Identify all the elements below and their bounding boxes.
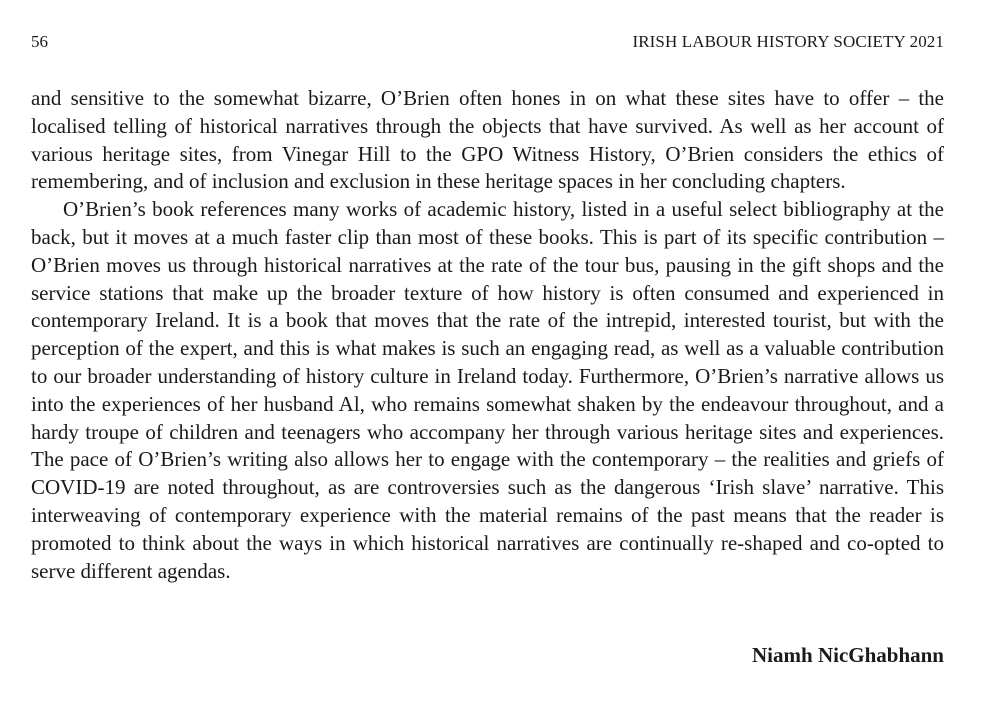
paragraph-continuation: and sensitive to the somewhat bizarre, O’Brien often hones in on what these sites have to offer – the localised telling of historical narratives through the objects that have survived. As well as her account of various heritage sites, from Vinegar Hill to the GPO Witness History, O’Brien considers the ethics of remembering, and of inclusion and exclusion in these heritage spaces in her concluding chapters.	[31, 86, 944, 194]
author-signature: Niamh NicGhabhann	[752, 643, 944, 667]
paragraph-main: O’Brien’s book references many works of academic history, listed in a useful select bibliography at the back, but it moves at a much faster clip than most of these books. This is part of its specific contribution – O’Brien moves us through historical narratives at the rate of the tour bus, pausing in the gift shops and the service stations that make up the broader texture of how history is often consumed and experienced in contemporary Ireland. It is a book that moves that the rate of the intrepid, interested tourist, but with the perception of the expert, and this is what makes is such an engaging read, as well as a valuable contribution to our broader understanding of history culture in Ireland today. Furthermore, O’Brien’s narrative allows us into the experiences of her husband Al, who remains somewhat shaken by the endeavour throughout, and a hardy troupe of children and teenagers who accompany her through various heritage sites and experiences. The pace of O’Brien’s writing also allows her to engage with the contemporary – the realities and griefs of COVID-19 are noted throughout, as are controversies such as the dangerous ‘Irish slave’ narrative. This interweaving of contemporary experience with the material remains of the past means that the reader is promoted to think about the ways in which historical narratives are continually re-shaped and co-opted to serve different agendas.	[31, 197, 944, 583]
journal-title: IRISH LABOUR HISTORY SOCIETY 2021	[632, 32, 944, 51]
page-number: 56	[31, 32, 48, 51]
review-body	[31, 85, 944, 585]
document-page	[31, 0, 944, 704]
running-head	[31, 30, 944, 54]
